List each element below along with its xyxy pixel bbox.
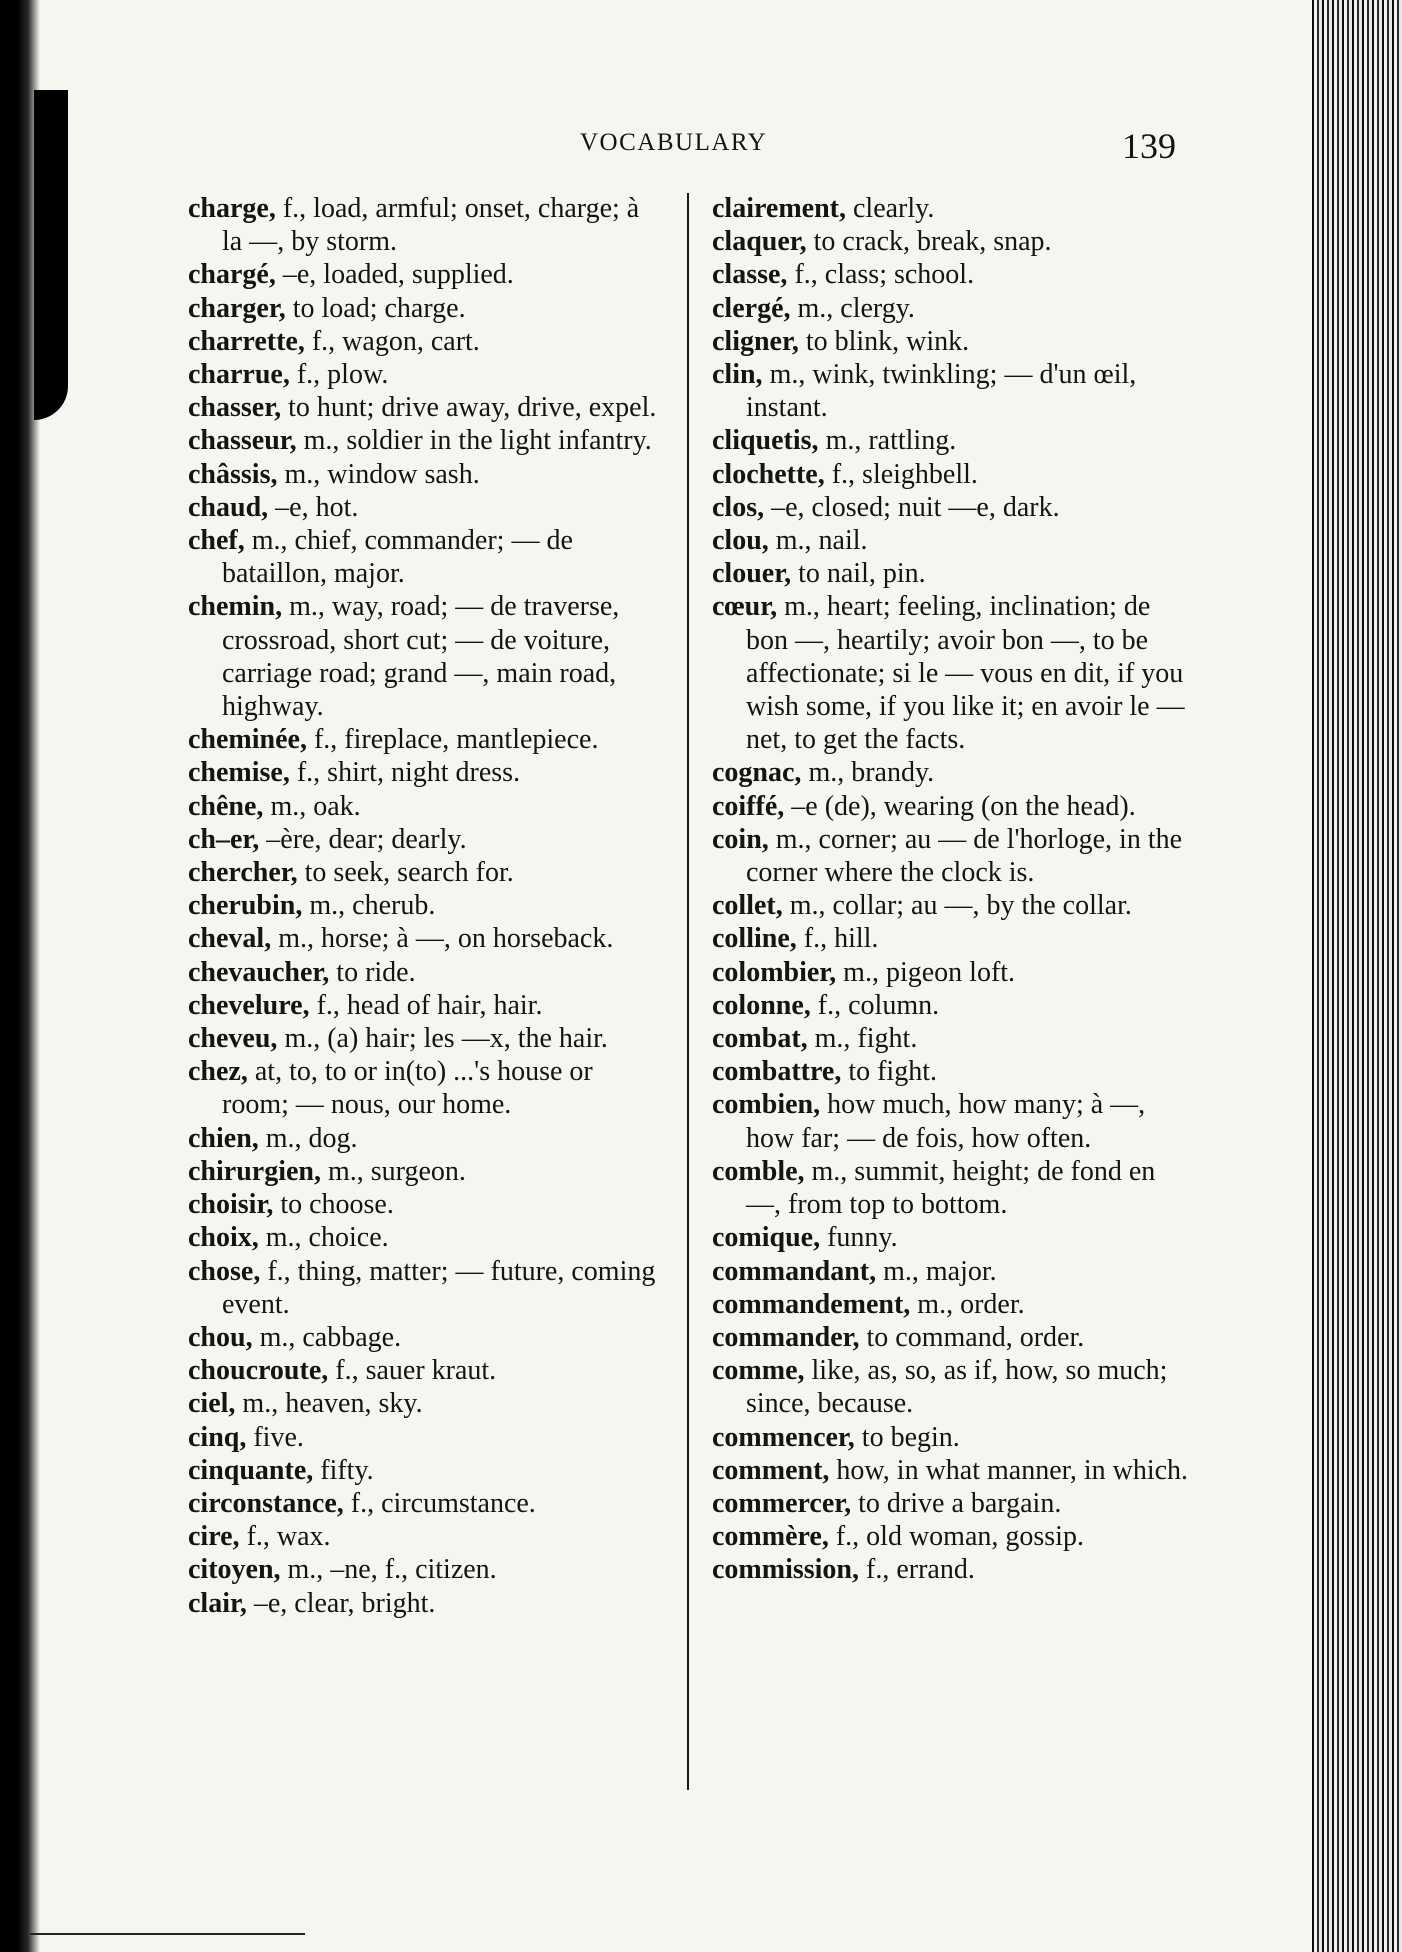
entry-headword: cognac, (712, 757, 802, 789)
vocab-entry (712, 823, 1192, 889)
entry-definition: m., (a) hair; les —x, the hair. (284, 1023, 608, 1055)
entry-headword: clairement, (712, 193, 846, 224)
vocab-entry (188, 1520, 663, 1553)
entry-definition: m., rattling. (825, 425, 957, 457)
entry-headword: chevaucher, (188, 956, 330, 988)
entry-headword: chevelure, (188, 989, 310, 1021)
vocab-entry (188, 1487, 663, 1520)
vocab-entry (712, 258, 1192, 291)
entry-headword: comble, (712, 1155, 805, 1187)
vocab-entry (188, 1421, 663, 1454)
entry-definition: f., fireplace, mantlepiece. (313, 724, 599, 756)
right-column (712, 192, 1192, 1587)
vocab-entry (188, 1587, 663, 1620)
entry-headword: combattre, (712, 1056, 842, 1088)
entry-definition: m., chief, commander; — de bataillon, major. (222, 525, 573, 590)
entry-headword: claquer, (712, 226, 807, 258)
vocab-entry (188, 1255, 663, 1321)
entry-definition: f., head of hair, hair. (316, 989, 543, 1021)
entry-definition: f., hill. (803, 923, 879, 955)
entry-definition: m., horse; à —, on horseback. (278, 923, 614, 955)
entry-definition: f., old woman, gossip. (835, 1521, 1084, 1553)
entry-definition: f., circumstance. (350, 1487, 536, 1519)
vocab-entry (712, 989, 1192, 1022)
vocab-entry (712, 358, 1192, 424)
entry-headword: commandant, (712, 1255, 877, 1287)
vocab-entry (188, 1155, 663, 1188)
entry-definition: to ride. (336, 956, 416, 988)
vocab-entry (712, 1221, 1192, 1254)
entry-headword: chou, (188, 1321, 253, 1353)
entry-definition: like, as, so, as if, how, so much; since, because. (746, 1355, 1168, 1420)
entry-headword: clou, (712, 525, 769, 557)
entry-definition: f., thing, matter; — future, coming event. (222, 1255, 656, 1320)
entry-headword: chemise, (188, 757, 290, 789)
entry-definition: –e, hot. (275, 491, 359, 523)
entry-definition: f., errand. (866, 1554, 975, 1586)
entry-definition: m., fight. (814, 1023, 918, 1055)
entry-definition: m., cabbage. (259, 1321, 402, 1353)
vocab-entry (188, 524, 663, 590)
entry-headword: charge, (188, 193, 276, 224)
entry-headword: charrue, (188, 359, 290, 391)
entry-definition: m., cherub. (309, 890, 436, 922)
entry-headword: cinquante, (188, 1454, 314, 1486)
entry-headword: charger, (188, 292, 286, 324)
entry-definition: m., order. (917, 1288, 1025, 1320)
entry-headword: commercer, (712, 1487, 852, 1519)
vocab-entry (712, 1520, 1192, 1553)
entry-definition: to seek, search for. (304, 857, 514, 889)
vocab-entry (712, 922, 1192, 955)
page-edge-left (0, 0, 40, 1952)
vocab-entry (188, 1321, 663, 1354)
vocab-entry (712, 458, 1192, 491)
entry-headword: chasser, (188, 392, 282, 424)
vocab-entry (712, 1454, 1192, 1487)
entry-headword: commencer, (712, 1421, 855, 1453)
vocab-entry (712, 1055, 1192, 1088)
entry-headword: chargé, (188, 259, 276, 291)
entry-headword: chien, (188, 1122, 259, 1154)
entry-headword: chose, (188, 1255, 261, 1287)
entry-definition: f., sleighbell. (831, 458, 978, 490)
entry-definition: to fight. (848, 1056, 937, 1088)
vocab-entry (188, 956, 663, 989)
entry-headword: cherubin, (188, 890, 303, 922)
entry-headword: commander, (712, 1321, 860, 1353)
entry-definition: f., class; school. (794, 259, 975, 291)
entry-definition: m., soldier in the light infantry. (303, 425, 652, 457)
entry-definition: to crack, break, snap. (813, 226, 1052, 258)
entry-headword: chirurgien, (188, 1155, 321, 1187)
vocab-entry (712, 325, 1192, 358)
entry-headword: colline, (712, 923, 797, 955)
entry-definition: –e, loaded, supplied. (282, 259, 514, 291)
entry-headword: clergé, (712, 292, 791, 324)
entry-headword: comment, (712, 1454, 830, 1486)
entry-headword: chef, (188, 525, 245, 557)
vocab-entry (712, 756, 1192, 789)
entry-headword: choix, (188, 1222, 259, 1254)
entry-definition: –ère, dear; dearly. (266, 823, 467, 855)
entry-definition: f., sauer kraut. (335, 1355, 497, 1387)
page-header (0, 125, 1402, 175)
vocab-entry (188, 292, 663, 325)
vocab-entry (188, 1354, 663, 1387)
entry-headword: clouer, (712, 558, 792, 590)
entry-headword: coiffé, (712, 790, 785, 822)
entry-headword: chez, (188, 1056, 248, 1088)
vocab-entry (712, 225, 1192, 258)
entry-definition: f., wagon, cart. (311, 325, 480, 357)
entry-headword: combien, (712, 1089, 821, 1121)
entry-headword: cheveu, (188, 1023, 278, 1055)
vocab-entry (188, 1221, 663, 1254)
entry-definition: funny. (827, 1222, 898, 1254)
entry-definition: to load; charge. (292, 292, 466, 324)
entry-definition: m., brandy. (808, 757, 935, 789)
entry-definition: f., column. (817, 989, 940, 1021)
entry-headword: chasseur, (188, 425, 297, 457)
entry-definition: to drive a bargain. (858, 1487, 1062, 1519)
vocab-entry (188, 1553, 663, 1586)
entry-headword: clos, (712, 491, 765, 523)
entry-definition: five. (253, 1421, 304, 1453)
vocab-entry (712, 1487, 1192, 1520)
left-column (188, 192, 663, 1620)
entry-definition: m., surgeon. (328, 1155, 466, 1187)
vocab-entry (188, 1122, 663, 1155)
vocab-entry (712, 1022, 1192, 1055)
entry-definition: m., pigeon loft. (843, 956, 1016, 988)
vocab-entry (188, 391, 663, 424)
entry-headword: cire, (188, 1521, 240, 1553)
vocab-entry (712, 424, 1192, 457)
entry-definition: m., heaven, sky. (242, 1388, 423, 1420)
entry-headword: chaud, (188, 491, 269, 523)
entry-definition: –e (de), wearing (on the head). (791, 790, 1136, 822)
vocab-entry (188, 325, 663, 358)
vocab-entry (188, 922, 663, 955)
vocab-entry (188, 491, 663, 524)
vocab-entry (188, 1454, 663, 1487)
entry-definition: m., way, road; — de traverse, crossroad, short cut; — de voiture, carriage road; grand —, main road, highway. (222, 591, 620, 723)
vocab-entry (712, 192, 1192, 225)
entry-definition: f., load, armful; onset, charge; à la —, by storm. (222, 193, 640, 258)
vocab-entry (712, 790, 1192, 823)
vocab-entry (188, 1022, 663, 1055)
entry-headword: coin, (712, 823, 769, 855)
entry-headword: châssis, (188, 458, 278, 490)
vocab-entry (188, 424, 663, 457)
vocab-entry (712, 1288, 1192, 1321)
entry-definition: m., choice. (265, 1222, 389, 1254)
entry-definition: at, to, to or in(to) ...'s house or room; — nous, our home. (222, 1056, 593, 1121)
entry-headword: ch–er, (188, 823, 260, 855)
entry-definition: to choose. (280, 1189, 394, 1221)
entry-headword: choucroute, (188, 1355, 329, 1387)
vocab-entry (712, 1088, 1192, 1154)
vocab-entry (188, 358, 663, 391)
vocab-entry (188, 1387, 663, 1420)
entry-definition: m., major. (883, 1255, 997, 1287)
vocab-entry (188, 723, 663, 756)
entry-definition: f., shirt, night dress. (296, 757, 521, 789)
entry-definition: fifty. (320, 1454, 374, 1486)
vocab-entry (712, 1421, 1192, 1454)
entry-headword: ciel, (188, 1388, 236, 1420)
entry-definition: to hunt; drive away, drive, expel. (288, 392, 657, 424)
vocab-entry (712, 1321, 1192, 1354)
vocab-entry (712, 1354, 1192, 1420)
vocab-entry (712, 956, 1192, 989)
vocab-entry (712, 1155, 1192, 1221)
entry-definition: m., corner; au — de l'horloge, in the corner where the clock is. (746, 823, 1183, 889)
vocab-entry (188, 1055, 663, 1121)
entry-definition: m., wink, twinkling; — d'un œil, instant. (746, 359, 1137, 424)
entry-headword: clochette, (712, 458, 825, 490)
entry-definition: –e, clear, bright. (253, 1587, 436, 1619)
vocab-entry (188, 590, 663, 723)
entry-headword: clin, (712, 359, 763, 391)
entry-headword: comique, (712, 1222, 821, 1254)
entry-definition: m., collar; au —, by the collar. (789, 890, 1132, 922)
entry-headword: commandement, (712, 1288, 911, 1320)
vocab-entry (712, 524, 1192, 557)
entry-headword: citoyen, (188, 1554, 281, 1586)
entry-definition: m., summit, height; de fond en —, from top to bottom. (746, 1155, 1156, 1221)
entry-headword: chêne, (188, 790, 264, 822)
entry-headword: colonne, (712, 989, 811, 1021)
vocab-entry (188, 258, 663, 291)
entry-definition: m., oak. (270, 790, 361, 822)
entry-definition: m., clergy. (797, 292, 915, 324)
entry-headword: clair, (188, 1587, 247, 1619)
entry-definition: f., plow. (296, 359, 389, 391)
entry-definition: m., heart; feeling, inclination; de bon —, heartily; avoir bon —, to be affectionate; si le — vous en dit, if you wish some, if you like it; en avoir le — net, to get the facts. (746, 591, 1185, 756)
entry-headword: commère, (712, 1521, 829, 1553)
page-number: 139 (1122, 126, 1176, 166)
entry-definition: m., window sash. (284, 458, 480, 490)
entry-definition: to nail, pin. (798, 558, 926, 590)
entry-definition: to begin. (861, 1421, 960, 1453)
vocab-entry (712, 889, 1192, 922)
bottom-rule (30, 1933, 305, 1935)
vocab-entry (188, 1188, 663, 1221)
entry-headword: cheval, (188, 923, 272, 955)
entry-headword: circonstance, (188, 1487, 344, 1519)
entry-headword: commission, (712, 1554, 859, 1586)
entry-definition: m., nail. (775, 525, 868, 557)
entry-headword: cligner, (712, 325, 799, 357)
column-divider (687, 193, 689, 1790)
entry-definition: –e, closed; nuit —e, dark. (771, 491, 1060, 523)
vocab-entry (188, 823, 663, 856)
entry-headword: cinq, (188, 1421, 247, 1453)
entry-definition: to blink, wink. (805, 325, 970, 357)
vocab-entry (188, 192, 663, 258)
entry-headword: charrette, (188, 325, 305, 357)
entry-headword: classe, (712, 259, 788, 291)
entry-headword: cliquetis, (712, 425, 819, 457)
vocab-entry (188, 458, 663, 491)
entry-headword: cœur, (712, 591, 778, 623)
vocab-entry (712, 292, 1192, 325)
entry-headword: colombier, (712, 956, 837, 988)
entry-headword: comme, (712, 1355, 805, 1387)
vocab-entry (712, 557, 1192, 590)
vocab-entry (712, 1553, 1192, 1586)
vocab-entry (188, 889, 663, 922)
vocab-entry (188, 790, 663, 823)
entry-headword: chercher, (188, 857, 298, 889)
vocab-entry (188, 856, 663, 889)
vocab-entry (712, 1255, 1192, 1288)
vocab-entry (712, 491, 1192, 524)
entry-headword: collet, (712, 890, 783, 922)
entry-definition: clearly. (852, 193, 935, 224)
entry-definition: f., wax. (246, 1521, 331, 1553)
entry-definition: m., –ne, f., citizen. (287, 1554, 497, 1586)
vocab-entry (188, 756, 663, 789)
vocab-entry (712, 590, 1192, 756)
entry-headword: combat, (712, 1023, 808, 1055)
entry-headword: cheminée, (188, 724, 307, 756)
entry-headword: chemin, (188, 591, 283, 623)
page-edge-right (1312, 0, 1402, 1952)
vocab-entry (188, 989, 663, 1022)
entry-definition: how much, how many; à —, how far; — de fois, how often. (746, 1089, 1146, 1154)
entry-definition: how, in what manner, in which. (836, 1454, 1189, 1486)
entry-definition: m., dog. (265, 1122, 358, 1154)
entry-definition: to command, order. (866, 1321, 1085, 1353)
entry-headword: choisir, (188, 1189, 274, 1221)
running-head: VOCABULARY (580, 129, 768, 156)
